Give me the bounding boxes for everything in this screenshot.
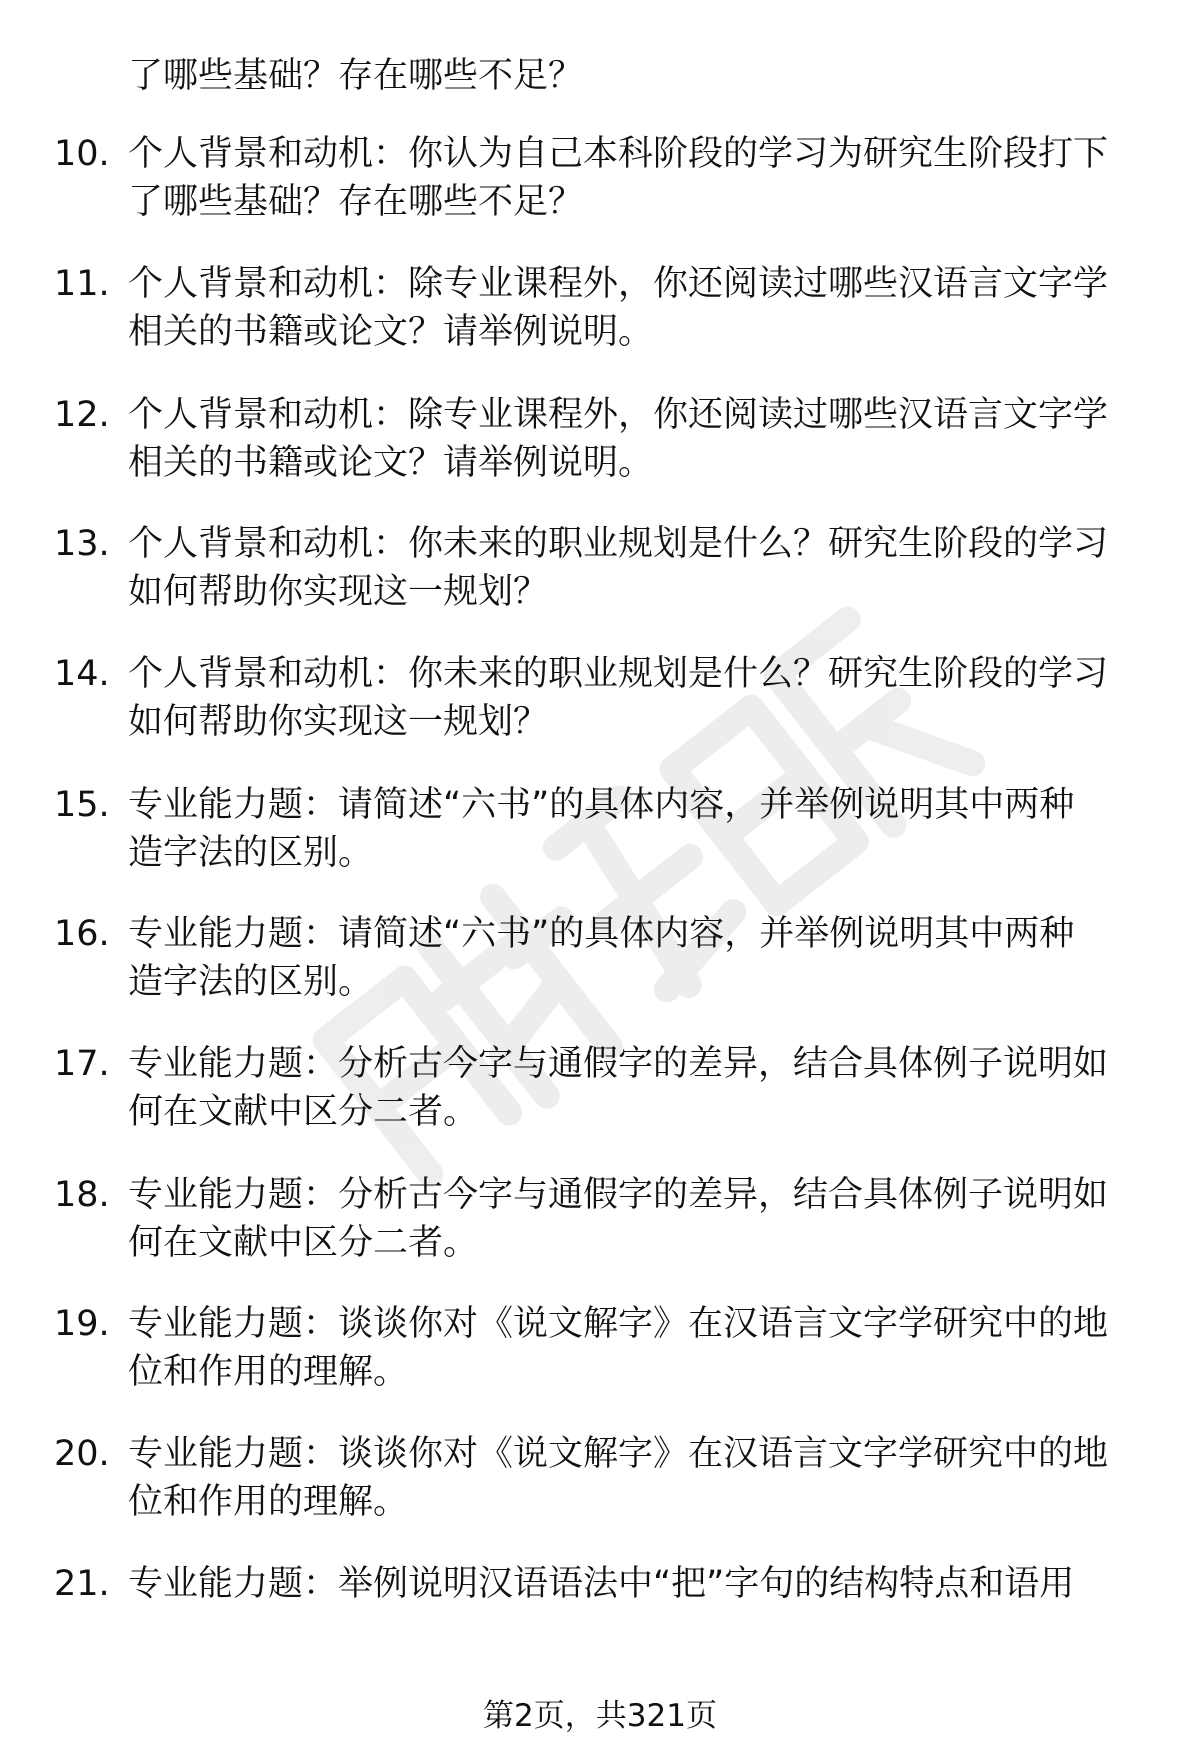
item-number: 10. — [54, 134, 110, 174]
item-text: 了哪些基础？存在哪些不足？ — [128, 182, 584, 222]
item-number: 12. — [54, 395, 110, 435]
item-number: 15. — [54, 785, 110, 825]
item-number: 11. — [54, 264, 110, 304]
item-text: 个人背景和动机：你未来的职业规划是什么？研究生阶段的学习 — [128, 654, 1109, 694]
item-text: 个人背景和动机：你认为自己本科阶段的学习为研究生阶段打下 — [128, 134, 1109, 174]
item-text: 相关的书籍或论文？请举例说明。 — [128, 443, 654, 483]
item-text: 位和作用的理解。 — [128, 1352, 409, 1392]
item-number: 13. — [54, 524, 110, 564]
item-text: 造字法的区别。 — [128, 833, 374, 873]
item-text: 了哪些基础？存在哪些不足？ — [128, 56, 584, 96]
page-footer: 第2页，共321页 — [483, 1698, 717, 1734]
item-number: 19. — [54, 1304, 110, 1344]
item-text: 个人背景和动机：除专业课程外，你还阅读过哪些汉语言文字学 — [128, 264, 1109, 304]
item-text: 如何帮助你实现这一规划？ — [128, 702, 549, 742]
item-text: 何在文献中区分二者。 — [128, 1092, 479, 1132]
item-text: 何在文献中区分二者。 — [128, 1223, 479, 1263]
item-text: 专业能力题：谈谈你对《说文解字》在汉语言文字学研究中的地 — [128, 1434, 1109, 1474]
item-number: 21. — [54, 1564, 110, 1604]
item-text: 专业能力题：请简述“六书”的具体内容，并举例说明其中两种 — [128, 914, 1075, 954]
item-text: 如何帮助你实现这一规划？ — [128, 572, 549, 612]
item-text: 造字法的区别。 — [128, 962, 374, 1002]
watermark-stamp — [185, 520, 1085, 1280]
item-text: 个人背景和动机：除专业课程外，你还阅读过哪些汉语言文字学 — [128, 395, 1109, 435]
item-text: 相关的书籍或论文？请举例说明。 — [128, 312, 654, 352]
item-number: 16. — [54, 914, 110, 954]
item-text: 专业能力题：请简述“六书”的具体内容，并举例说明其中两种 — [128, 785, 1075, 825]
item-text: 专业能力题：分析古今字与通假字的差异，结合具体例子说明如 — [128, 1175, 1109, 1215]
item-number: 18. — [54, 1175, 110, 1215]
item-text: 专业能力题：分析古今字与通假字的差异，结合具体例子说明如 — [128, 1044, 1109, 1084]
item-number: 20. — [54, 1434, 110, 1474]
item-number: 14. — [54, 654, 110, 694]
item-text: 位和作用的理解。 — [128, 1482, 409, 1522]
item-text: 专业能力题：举例说明汉语语法中“把”字句的结构特点和语用 — [128, 1564, 1075, 1604]
item-text: 专业能力题：谈谈你对《说文解字》在汉语言文字学研究中的地 — [128, 1304, 1109, 1344]
item-text: 个人背景和动机：你未来的职业规划是什么？研究生阶段的学习 — [128, 524, 1109, 564]
item-number: 17. — [54, 1044, 110, 1084]
